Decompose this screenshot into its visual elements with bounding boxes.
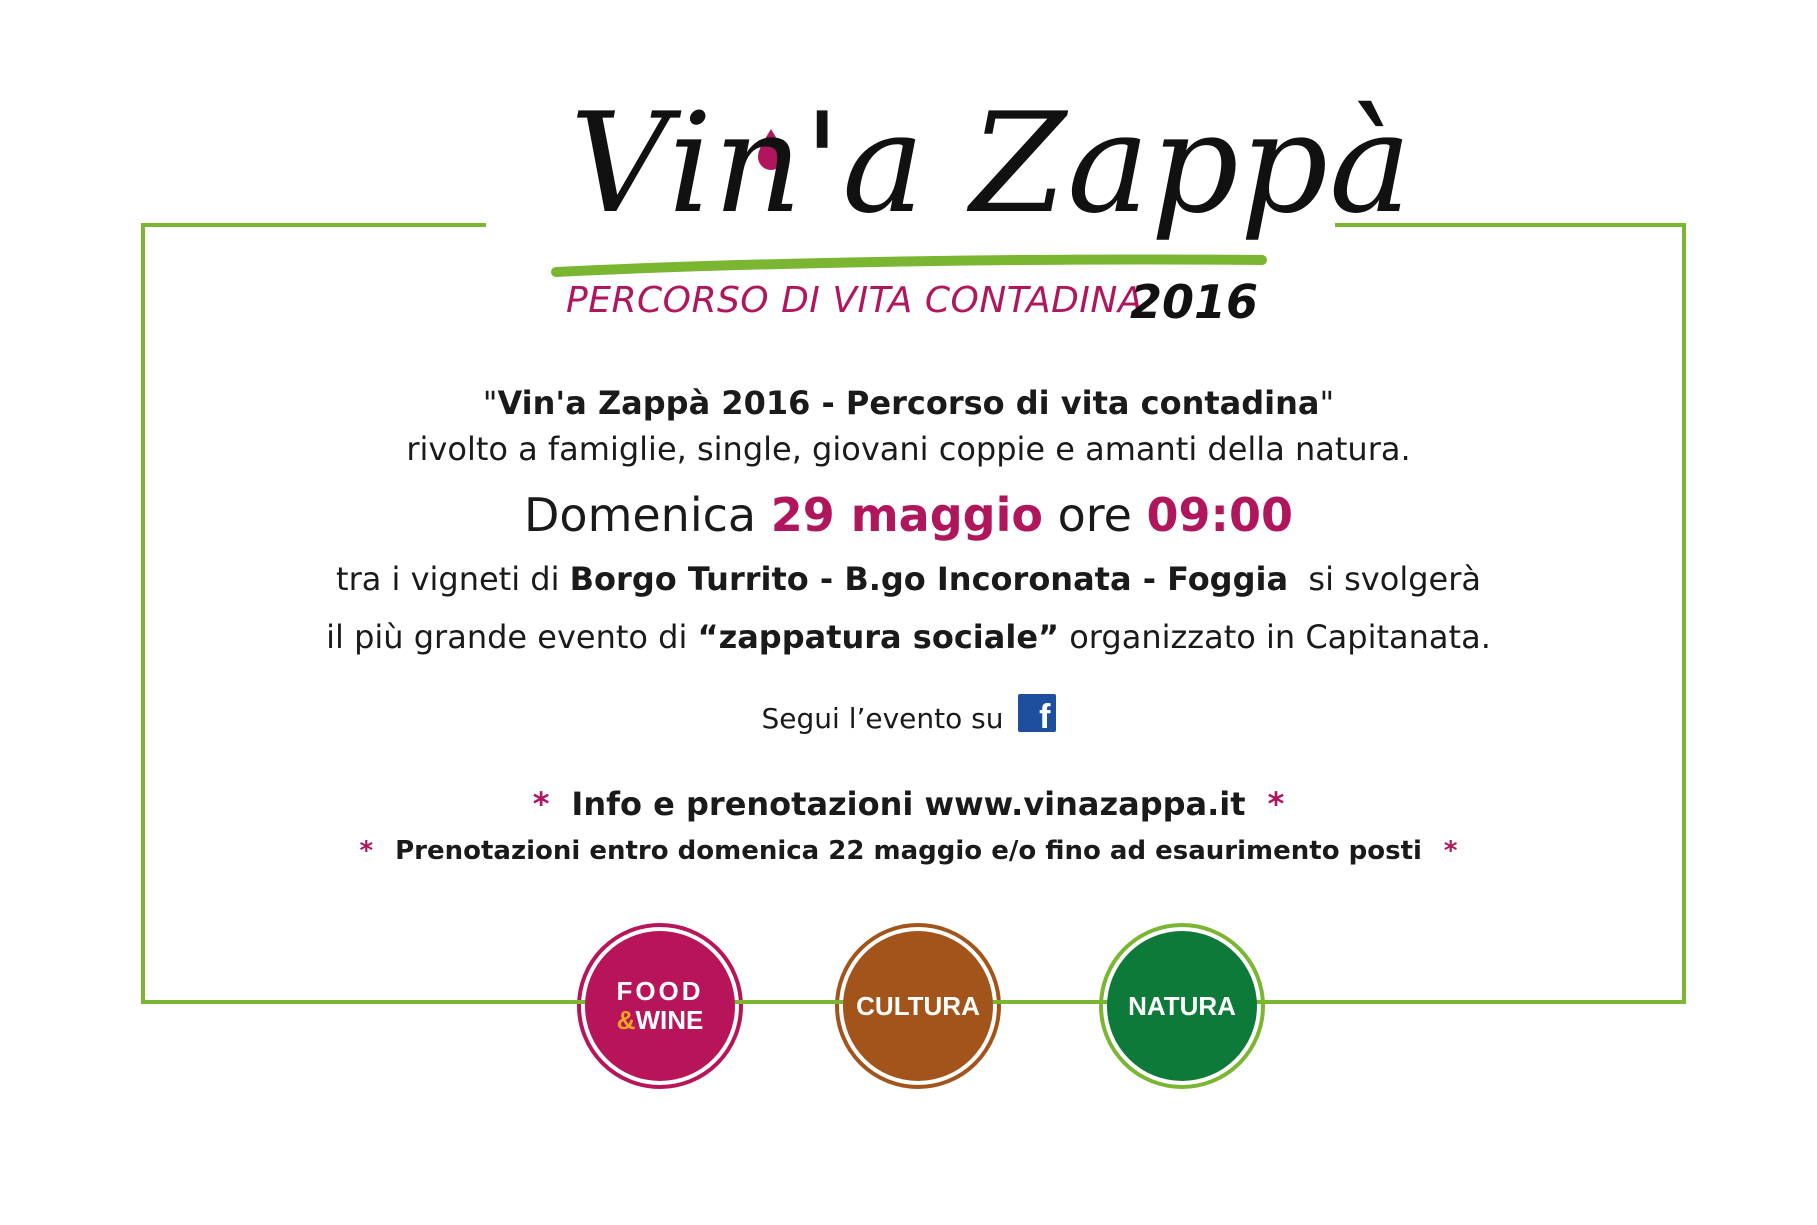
booking-note: Prenotazioni entro domenica 22 maggio e/o fino ad esaurimento posti [395, 836, 1422, 866]
event-name: Vin'a Zappà 2016 - Percorso di vita contadina [497, 384, 1320, 422]
logo-title: Vin'a Zappà [570, 83, 1413, 244]
social-label: Segui l’evento su [761, 702, 1004, 735]
location-place: Borgo Turrito - B.go Incoronata - Foggia [569, 560, 1289, 598]
wine-text: WINE [635, 1005, 704, 1035]
quote-close: " [1319, 384, 1335, 422]
wine-text-wrap [616, 1006, 703, 1035]
event-suffix: organizzato in Capitanata. [1059, 618, 1491, 656]
event-title-line [0, 384, 1817, 422]
food-wine-label [616, 977, 703, 1034]
logo-subtitle: PERCORSO DI VITA CONTADINA [566, 280, 1143, 321]
date-day: Domenica [524, 488, 771, 542]
location-line [0, 560, 1817, 598]
facebook-icon[interactable] [1018, 694, 1056, 736]
food-text: FOOD [616, 976, 704, 1007]
location-prefix: tra i vigneti di [336, 560, 570, 598]
asterisk-icon: * [1267, 785, 1285, 823]
facebook-glyph: f [1039, 698, 1051, 736]
time-value: 09:00 [1146, 488, 1293, 542]
food-wine-badge [585, 931, 735, 1081]
logo [500, 83, 1413, 335]
event-description-line [0, 618, 1817, 656]
ampersand: & [616, 1005, 636, 1035]
natura-badge [1107, 931, 1257, 1081]
audience-line: rivolto a famiglie, single, giovani coppie e amanti della natura. [406, 430, 1411, 468]
asterisk-icon: * [359, 836, 374, 866]
event-highlight: “zappatura sociale” [697, 618, 1060, 656]
date-value: 29 maggio [770, 488, 1043, 542]
date-line [0, 488, 1817, 542]
social-line [0, 694, 1817, 735]
asterisk-icon: * [1443, 836, 1458, 866]
frame-line [143, 225, 1684, 1002]
cultura-badge [843, 931, 993, 1081]
event-prefix: il più grande evento di [326, 618, 698, 656]
natura-label: NATURA [1128, 990, 1236, 1021]
asterisk-icon: * [532, 785, 550, 823]
info-line [0, 785, 1817, 823]
location-suffix: si svolgerà [1288, 560, 1481, 598]
booking-note-line [0, 836, 1817, 866]
info-text[interactable]: Info e prenotazioni www.vinazappa.it [571, 785, 1246, 823]
logo-year: 2016 [1130, 275, 1259, 329]
cultura-label: CULTURA [856, 990, 980, 1021]
quote-open: " [482, 384, 498, 422]
date-ore: ore [1042, 488, 1147, 542]
